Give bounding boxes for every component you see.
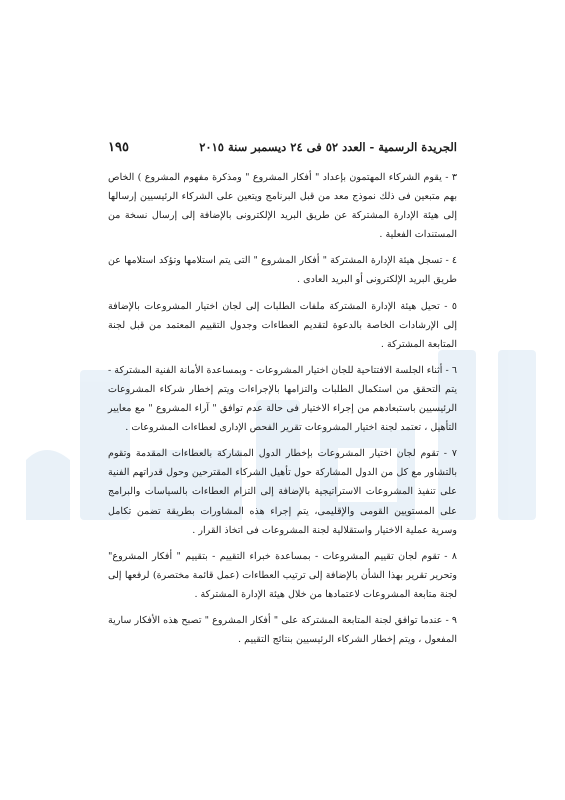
paragraph-item-7: ٧ - تقوم لجان اختيار المشروعات بإخطار الدول المشاركة بالعطاءات المقدمة وتقوم بالتشاور مع كل من الدول المشاركة حول تأهيل الشركاء المقترحين وحول قدراتهم الفنية على تنفيذ المشروعات الاستراتيجية بالإضافة إلى التزام العطاءات بالسياسات والبرامج على المستويين القومى والإقليمى، يتم إجراء هذه المشاورات بطريقة تضمن تكامل وسرية عملية الاختيار واستقلالية لجنة المشروعات فى اتخاذ القرار . bbox=[108, 448, 457, 536]
paragraph-item-9: ٩ - عندما توافق لجنة المتابعة المشتركة على " أفكار المشروع " تصبح هذه الأفكار سارية المفعول ، ويتم إخطار الشركاء الرئيسيين بنتائج التقييم . bbox=[108, 614, 457, 646]
paragraph-item-8: ٨ - تقوم لجان تقييم المشروعات - بمساعدة خبراء التقييم - بتقييم " أفكار المشروع" وتحرير تقرير بهذا الشأن بالإضافة إلى ترتيب العطاءات (عمل قائمة مختصرة) لرفعها إلى لجنة متابعة المشروعات لاعتمادها من خلال هيئة الإدارة المشتركة . bbox=[108, 550, 457, 600]
paragraph-item-6: ٦ - أثناء الجلسة الافتتاحية للجان اختيار المشروعات - وبمساعدة الأمانة الفنية المشتركة - يتم التحقق من استكمال الطلبات والتزامها بالإجراءات ويتم إخطار شركاء المشروعات الرئيسيين باستبعادهم من إجراء الاختيار فى حالة عدم توافق " آراء المشروع " مع معايير التأهيل ، تعتمد لجنة اختيار المشروعات تقرير الفحص الإدارى لعطاءات المشروعات . bbox=[108, 364, 457, 434]
paragraph-item-3: ٣ - يقوم الشركاء المهتمون بإعداد " أفكار المشروع " ومذكرة مفهوم المشروع ) الخاص بهم متبعين فى ذلك نموذج معد من قبل البرنامج ويتعين على الشركاء الرئيسيين إرسالها إلى هيئة الإدارة المشتركة عن طريق البريد الإلكترونى بالإضافة إلى إرسال نسخة من المستندات الفعلية . bbox=[108, 172, 457, 241]
page-header bbox=[108, 136, 457, 158]
page-number: ١٩٥ bbox=[108, 139, 129, 155]
gazette-title: الجريدة الرسمية - العدد ٥٢ فى ٢٤ ديسمبر سنة ٢٠١٥ bbox=[199, 140, 457, 154]
document-body bbox=[108, 168, 457, 656]
paragraph-item-5: ٥ - تحيل هيئة الإدارة المشتركة ملفات الطلبات إلى لجان اختيار المشروعات بالإضافة إلى الإرشادات الخاصة بالدعوة لتقديم العطاءات وجدول التقييم المعتمد من قبل لجنة المتابعة المشتركة . bbox=[108, 300, 457, 350]
paragraph-item-4: ٤ - تسجل هيئة الإدارة المشتركة " أفكار المشروع " التى يتم استلامها وتؤكد استلامها عن طريق البريد الإلكترونى أو البريد العادى . bbox=[108, 255, 457, 286]
